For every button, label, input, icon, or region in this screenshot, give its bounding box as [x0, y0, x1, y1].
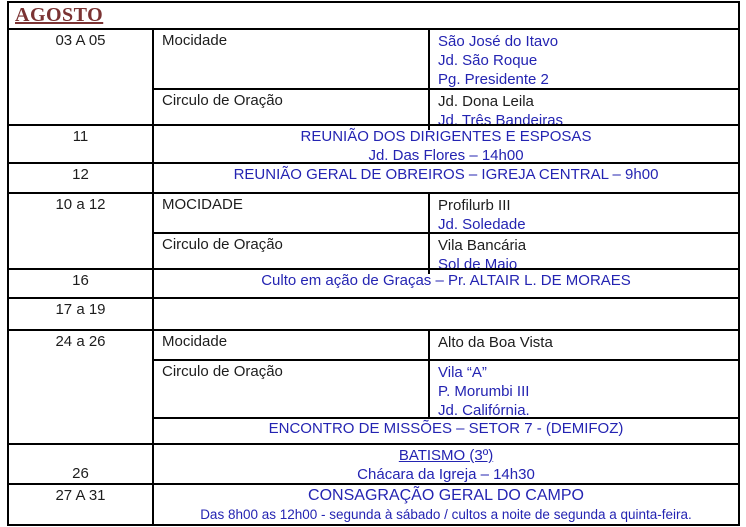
- places-cell: [430, 331, 738, 359]
- event-cell: [154, 164, 738, 191]
- event-line: BATISMO (3º): [398, 447, 494, 465]
- place-line: Profilurb III: [438, 196, 511, 214]
- sub-row-mocidade: [154, 30, 738, 88]
- places-cell: [430, 361, 738, 417]
- place-line: Vila Bancária: [438, 236, 527, 254]
- date-cell: 03 A 05: [9, 30, 154, 124]
- sub-row-mocidade: [154, 331, 738, 359]
- place-line: Vila “A”: [438, 363, 487, 381]
- event-cell: [154, 270, 738, 297]
- group-cell: Mocidade: [154, 331, 430, 359]
- table-row-16: [9, 268, 738, 297]
- place-line: Pg. Presidente 2: [438, 71, 549, 89]
- sub-row-mocidade: [154, 194, 738, 232]
- group-cell: MOCIDADE: [154, 194, 430, 232]
- place-line: Jd. Califórnia.: [438, 401, 530, 419]
- event-cell: [154, 445, 738, 483]
- sub-row-banner: [154, 417, 738, 443]
- event-cell: [154, 485, 738, 524]
- group-cell: Circulo de Oração: [154, 90, 430, 130]
- place-line: P. Morumbi III: [438, 382, 530, 400]
- date-cell: 11: [9, 126, 154, 162]
- place-line: São José do Itavo: [438, 33, 559, 51]
- date-cell: 17 a 19: [9, 299, 154, 328]
- row-body: [154, 194, 738, 273]
- event-line: Culto em ação de Graças – Pr. ALTAIR L. DE MORAES: [261, 271, 631, 289]
- event-line: CONSAGRAÇÃO GERAL DO CAMPO: [308, 487, 584, 505]
- event-cell: [154, 126, 738, 165]
- table-row-03a05: [9, 28, 738, 130]
- schedule-table: [7, 1, 740, 526]
- event-line: REUNIÃO DOS DIRIGENTES E ESPOSAS: [300, 128, 592, 146]
- place-line: Jd. Três Bandeiras: [438, 112, 564, 130]
- month-title: AGOSTO: [15, 4, 104, 26]
- date-cell: 12: [9, 164, 154, 191]
- event-banner: ENCONTRO DE MISSÕES – SETOR 7 - (DEMIFOZ): [268, 419, 624, 437]
- table-row-26: [9, 443, 738, 483]
- table-header-row: [9, 3, 738, 28]
- places-cell: [430, 30, 738, 88]
- date-cell: 24 a 26: [9, 331, 154, 443]
- table-row-24a26: [9, 329, 738, 443]
- date-cell: 16: [9, 270, 154, 297]
- group-cell: Circulo de Oração: [154, 361, 430, 417]
- place-line: Alto da Boa Vista: [438, 333, 553, 351]
- place-line: Jd. Soledade: [438, 215, 526, 233]
- place-line: Jd. São Roque: [438, 52, 538, 70]
- group-cell: Circulo de Oração: [154, 234, 430, 274]
- table-row-11: [9, 124, 738, 165]
- places-cell: [430, 194, 738, 232]
- event-line: Chácara da Igreja – 14h30: [357, 466, 535, 484]
- place-line: Jd. Dona Leila: [438, 93, 534, 111]
- event-line: Das 8h00 as 12h00 - segunda à sábado / cultos a noite de segunda a quinta-feira.: [200, 507, 692, 523]
- date-cell: 26: [9, 445, 154, 483]
- place-line: Sol de Maio: [438, 255, 518, 273]
- table-row-17a19: [9, 297, 738, 328]
- date-cell: 10 a 12: [9, 194, 154, 268]
- event-line: Jd. Das Flores – 14h00: [368, 147, 524, 165]
- group-cell: Mocidade: [154, 30, 430, 88]
- event-line: REUNIÃO GERAL DE OBREIROS – IGREJA CENTRAL – 9h00: [233, 166, 659, 184]
- row-body: [154, 30, 738, 130]
- table-row-27a31: [9, 483, 738, 524]
- table-row-10a12: [9, 192, 738, 273]
- table-row-12: [9, 162, 738, 191]
- sub-row-circulo: [154, 359, 738, 417]
- date-cell: 27 A 31: [9, 485, 154, 524]
- row-body: [154, 331, 738, 443]
- event-cell-empty: [154, 299, 738, 328]
